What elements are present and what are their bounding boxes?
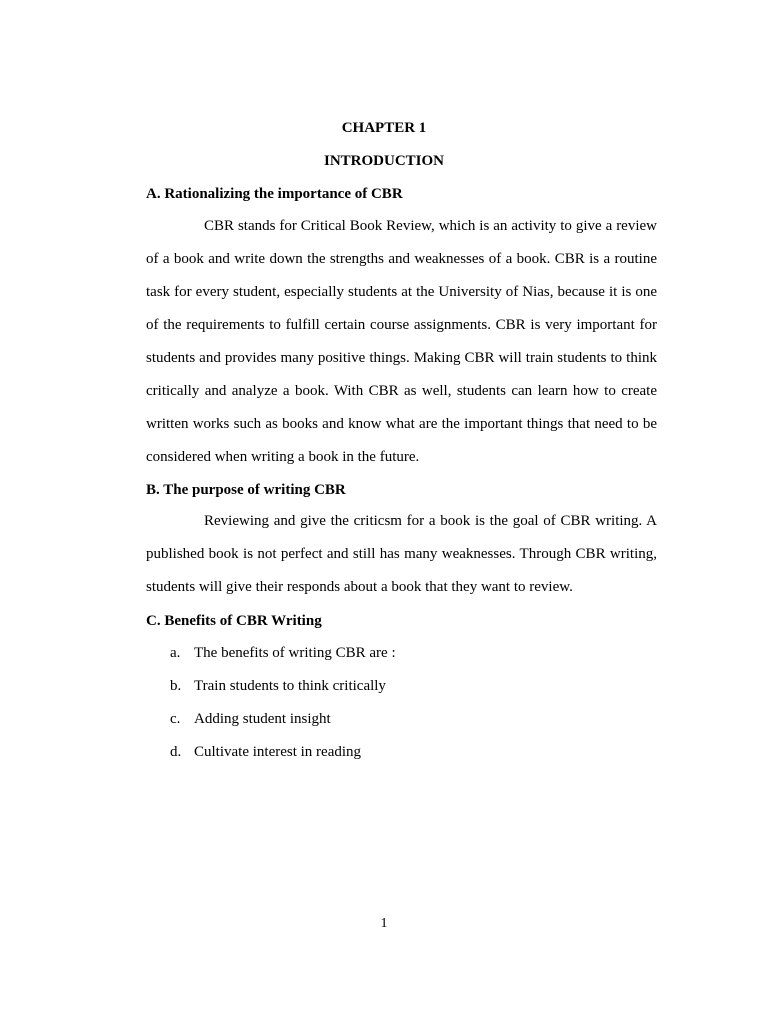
list-item bbox=[146, 642, 396, 675]
list-marker: a. bbox=[170, 645, 181, 661]
list-item-text: Adding student insight bbox=[194, 711, 331, 727]
section-a-paragraph: CBR stands for Critical Book Review, which is an activity to give a review of a book and write down the strengths and weaknesses of a book. CBR is a routine task for every student, especially students at the University of Nias, because it is one of the requirements to fulfill certain course assignments. CBR is very important for students and provides many positive things. Making CBR will train students to think critically and analyze a book. With CBR as well, students can learn how to create written works such as books and know what are the important things that need to be considered when writing a book in the future. bbox=[146, 218, 657, 465]
list-marker: c. bbox=[170, 711, 181, 727]
list-item-text: Train students to think critically bbox=[194, 678, 386, 694]
list-marker: b. bbox=[170, 678, 182, 694]
list-item bbox=[146, 675, 396, 708]
section-b-paragraph: Reviewing and give the criticsm for a book is the goal of CBR writing. A published book is not perfect and still has many weaknesses. Through CBR writing, students will give their responds about a book that they want to review. bbox=[146, 513, 657, 595]
section-c-heading: C. Benefits of CBR Writing bbox=[146, 613, 322, 629]
chapter-title: INTRODUCTION bbox=[323, 153, 444, 169]
list-item bbox=[146, 741, 396, 774]
list-marker: d. bbox=[170, 744, 182, 760]
chapter-number: CHAPTER 1 bbox=[341, 120, 427, 136]
section-a-heading: A. Rationalizing the importance of CBR bbox=[146, 186, 403, 202]
benefits-list bbox=[146, 642, 396, 774]
list-item-text: The benefits of writing CBR are : bbox=[194, 645, 396, 661]
list-item-text: Cultivate interest in reading bbox=[194, 744, 362, 760]
page-number: 1 bbox=[380, 916, 388, 931]
list-item bbox=[146, 708, 396, 741]
section-b-heading: B. The purpose of writing CBR bbox=[146, 482, 346, 498]
